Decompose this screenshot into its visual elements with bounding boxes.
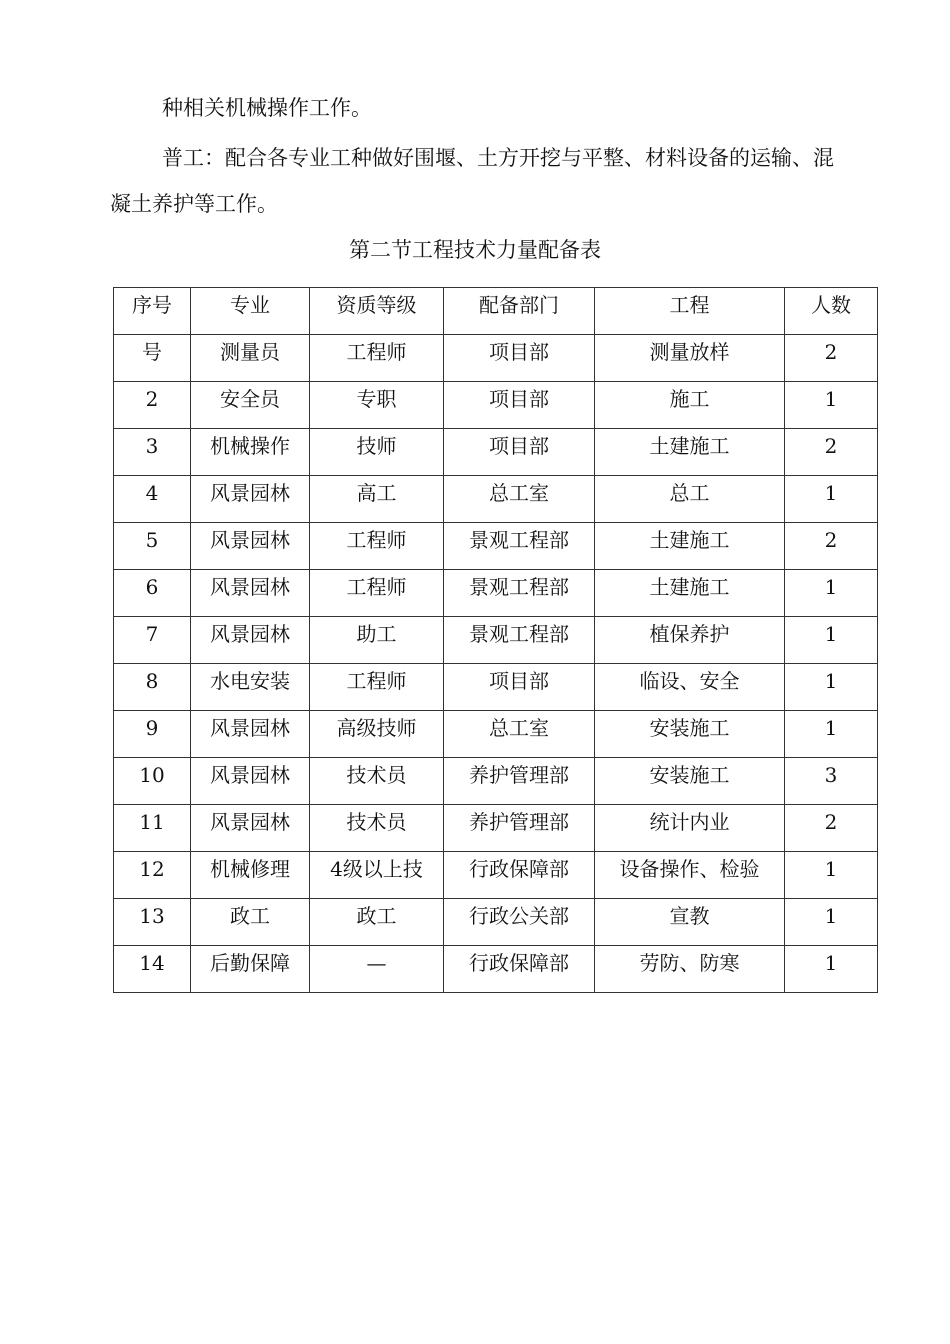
cell-department: 总工室 <box>444 711 595 758</box>
cell-qualification: 技师 <box>310 429 444 476</box>
cell-department: 养护管理部 <box>444 758 595 805</box>
cell-headcount: 2 <box>785 429 878 476</box>
cell-seq: 3 <box>114 429 191 476</box>
cell-headcount: 1 <box>785 711 878 758</box>
staffing-table <box>113 287 878 993</box>
cell-headcount: 1 <box>785 852 878 899</box>
cell-project: 植保养护 <box>595 617 785 664</box>
cell-qualification: 工程师 <box>310 664 444 711</box>
cell-qualification: 助工 <box>310 617 444 664</box>
cell-seq: 2 <box>114 382 191 429</box>
cell-headcount: 1 <box>785 946 878 993</box>
header-specialty: 专业 <box>191 288 310 335</box>
cell-project: 劳防、防寒 <box>595 946 785 993</box>
cell-project: 安装施工 <box>595 711 785 758</box>
cell-headcount: 1 <box>785 664 878 711</box>
cell-qualification: 技术员 <box>310 758 444 805</box>
cell-seq: 5 <box>114 523 191 570</box>
cell-department: 行政保障部 <box>444 946 595 993</box>
table-row <box>114 758 878 805</box>
cell-department: 景观工程部 <box>444 523 595 570</box>
cell-specialty: 机械操作 <box>191 429 310 476</box>
cell-qualification: 技术员 <box>310 805 444 852</box>
cell-department: 项目部 <box>444 429 595 476</box>
cell-department: 行政保障部 <box>444 852 595 899</box>
cell-specialty: 风景园林 <box>191 523 310 570</box>
cell-qualification: 专职 <box>310 382 444 429</box>
cell-headcount: 1 <box>785 476 878 523</box>
cell-specialty: 风景园林 <box>191 805 310 852</box>
cell-headcount: 2 <box>785 335 878 382</box>
cell-headcount: 1 <box>785 570 878 617</box>
cell-department: 总工室 <box>444 476 595 523</box>
paragraph-3: 凝土养护等工作。 <box>110 192 278 216</box>
table-row <box>114 852 878 899</box>
cell-specialty: 风景园林 <box>191 570 310 617</box>
cell-department: 项目部 <box>444 335 595 382</box>
cell-specialty: 测量员 <box>191 335 310 382</box>
cell-project: 土建施工 <box>595 523 785 570</box>
table-row <box>114 617 878 664</box>
cell-specialty: 风景园林 <box>191 711 310 758</box>
cell-headcount: 1 <box>785 382 878 429</box>
cell-project: 测量放样 <box>595 335 785 382</box>
cell-seq: 8 <box>114 664 191 711</box>
cell-project: 宣教 <box>595 899 785 946</box>
cell-headcount: 3 <box>785 758 878 805</box>
header-qualification: 资质等级 <box>310 288 444 335</box>
cell-headcount: 1 <box>785 617 878 664</box>
cell-project: 设备操作、检验 <box>595 852 785 899</box>
table-header-row <box>114 288 878 335</box>
header-department: 配备部门 <box>444 288 595 335</box>
cell-qualification: 工程师 <box>310 570 444 617</box>
table-row <box>114 805 878 852</box>
paragraph-1: 种相关机械操作工作。 <box>162 96 372 120</box>
cell-qualification: 工程师 <box>310 335 444 382</box>
cell-qualification: — <box>310 946 444 993</box>
cell-seq: 12 <box>114 852 191 899</box>
table-row <box>114 664 878 711</box>
cell-specialty: 政工 <box>191 899 310 946</box>
cell-department: 行政公关部 <box>444 899 595 946</box>
cell-seq: 6 <box>114 570 191 617</box>
header-seq: 序号 <box>114 288 191 335</box>
cell-seq: 7 <box>114 617 191 664</box>
table-row <box>114 523 878 570</box>
cell-specialty: 水电安装 <box>191 664 310 711</box>
cell-department: 景观工程部 <box>444 570 595 617</box>
cell-headcount: 2 <box>785 805 878 852</box>
table-row <box>114 946 878 993</box>
paragraph-2: 普工：配合各专业工种做好围堰、土方开挖与平整、材料设备的运输、混 <box>162 146 834 170</box>
cell-project: 土建施工 <box>595 429 785 476</box>
cell-project: 总工 <box>595 476 785 523</box>
table-row <box>114 335 878 382</box>
cell-specialty: 风景园林 <box>191 758 310 805</box>
cell-qualification: 4级以上技 <box>310 852 444 899</box>
cell-seq: 号 <box>114 335 191 382</box>
cell-headcount: 2 <box>785 523 878 570</box>
table-row <box>114 570 878 617</box>
cell-department: 养护管理部 <box>444 805 595 852</box>
cell-seq: 13 <box>114 899 191 946</box>
cell-project: 施工 <box>595 382 785 429</box>
table-row <box>114 899 878 946</box>
cell-project: 安装施工 <box>595 758 785 805</box>
cell-project: 临设、安全 <box>595 664 785 711</box>
cell-specialty: 安全员 <box>191 382 310 429</box>
cell-project: 土建施工 <box>595 570 785 617</box>
cell-seq: 14 <box>114 946 191 993</box>
cell-seq: 11 <box>114 805 191 852</box>
cell-department: 景观工程部 <box>444 617 595 664</box>
table-row <box>114 476 878 523</box>
cell-specialty: 后勤保障 <box>191 946 310 993</box>
cell-seq: 9 <box>114 711 191 758</box>
cell-seq: 10 <box>114 758 191 805</box>
cell-qualification: 高工 <box>310 476 444 523</box>
cell-department: 项目部 <box>444 664 595 711</box>
cell-department: 项目部 <box>444 382 595 429</box>
header-headcount: 人数 <box>785 288 878 335</box>
cell-qualification: 政工 <box>310 899 444 946</box>
cell-seq: 4 <box>114 476 191 523</box>
cell-qualification: 高级技师 <box>310 711 444 758</box>
cell-qualification: 工程师 <box>310 523 444 570</box>
table-title: 第二节工程技术力量配备表 <box>349 238 601 262</box>
table-row <box>114 382 878 429</box>
cell-headcount: 1 <box>785 899 878 946</box>
header-project: 工程 <box>595 288 785 335</box>
cell-specialty: 机械修理 <box>191 852 310 899</box>
cell-project: 统计内业 <box>595 805 785 852</box>
cell-specialty: 风景园林 <box>191 476 310 523</box>
table-row <box>114 429 878 476</box>
table-row <box>114 711 878 758</box>
cell-specialty: 风景园林 <box>191 617 310 664</box>
